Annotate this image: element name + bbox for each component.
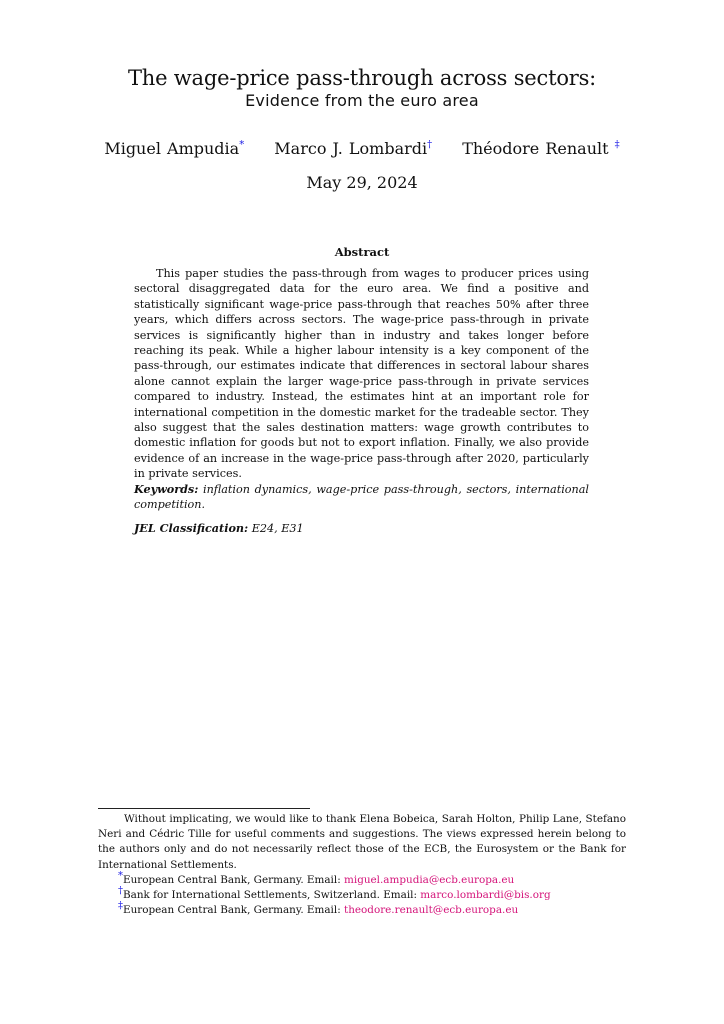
paper-subtitle: Evidence from the euro area bbox=[245, 91, 479, 110]
jel-codes: E24, E31 bbox=[251, 522, 304, 535]
author-renault bbox=[462, 138, 619, 160]
email-link[interactable]: marco.lombardi@bis.org bbox=[420, 889, 551, 902]
keywords bbox=[134, 482, 589, 513]
author-ampudia bbox=[104, 138, 244, 160]
affiliation-text: European Central Bank, Germany. Email: bbox=[123, 873, 345, 886]
acknowledgements: Without implicating, we would like to thank Elena Bobeica, Sarah Holton, Philip Lane, Stefano Neri and Cédric Tille for useful comments and suggestions. The views expressed herein belong to the authors only and do not necessarily reflect those of the ECB, the Eurosystem or the Bank for International Settlements. bbox=[98, 813, 626, 871]
footnote-mark-link[interactable]: * bbox=[239, 139, 245, 151]
footnote-mark-link[interactable]: ‡ bbox=[614, 139, 620, 151]
keywords-label: Keywords: bbox=[134, 482, 199, 496]
jel-label: JEL Classification: bbox=[134, 521, 249, 535]
author-name: Théodore Renault bbox=[462, 139, 609, 158]
footnote-lombardi bbox=[98, 885, 626, 903]
paper-date: May 29, 2024 bbox=[306, 173, 418, 192]
author-lombardi bbox=[274, 138, 432, 160]
author-name: Marco J. Lombardi bbox=[274, 139, 428, 158]
jel-classification bbox=[134, 521, 589, 536]
affiliation-text: Bank for International Settlements, Switzerland. Email: bbox=[123, 889, 421, 902]
footnote-divider bbox=[98, 808, 310, 809]
footnote-mark-link[interactable]: † bbox=[427, 139, 433, 151]
footnote-ampudia bbox=[98, 870, 626, 888]
footnote-mark: * bbox=[118, 870, 123, 882]
author-name: Miguel Ampudia bbox=[104, 139, 240, 158]
footnote-renault bbox=[98, 900, 626, 918]
footnote-mark: † bbox=[118, 885, 123, 897]
email-link[interactable]: theodore.renault@ecb.europa.eu bbox=[344, 904, 519, 917]
email-link[interactable]: miguel.ampudia@ecb.europa.eu bbox=[344, 873, 515, 886]
keywords-text: inflation dynamics, wage-price pass-through, sectors, international competition. bbox=[134, 483, 589, 512]
abstract-heading: Abstract bbox=[334, 245, 390, 259]
footnote-mark: ‡ bbox=[118, 900, 123, 912]
author-list bbox=[0, 138, 724, 160]
footnotes bbox=[98, 812, 626, 918]
abstract-text: This paper studies the pass-through from wages to producer prices using sectoral disaggregated data for the euro area. We find a positive and statistically significant wage-price pass-through that reaches 50% after three years, which differs across sectors. The wage-price pass-through in private services is significantly higher than in industry and takes longer before reaching its peak. While a higher labour intensity is a key component of the pass-through, our estimates indicate that differences in sectoral labour shares alone cannot explain the larger wage-price pass-through in private services compared to industry. Instead, the estimates hint at an important role for international competition in the domestic market for the tradeable sector. They also suggest that the sales destination matters: wage growth contributes to domestic inflation for goods but not to export inflation. Finally, we also provide evidence of an increase in the wage-price pass-through after 2020, particularly in private services. bbox=[134, 267, 589, 481]
paper-title: The wage-price pass-through across sectors: bbox=[127, 66, 597, 90]
affiliation-text: European Central Bank, Germany. Email: bbox=[123, 904, 345, 917]
